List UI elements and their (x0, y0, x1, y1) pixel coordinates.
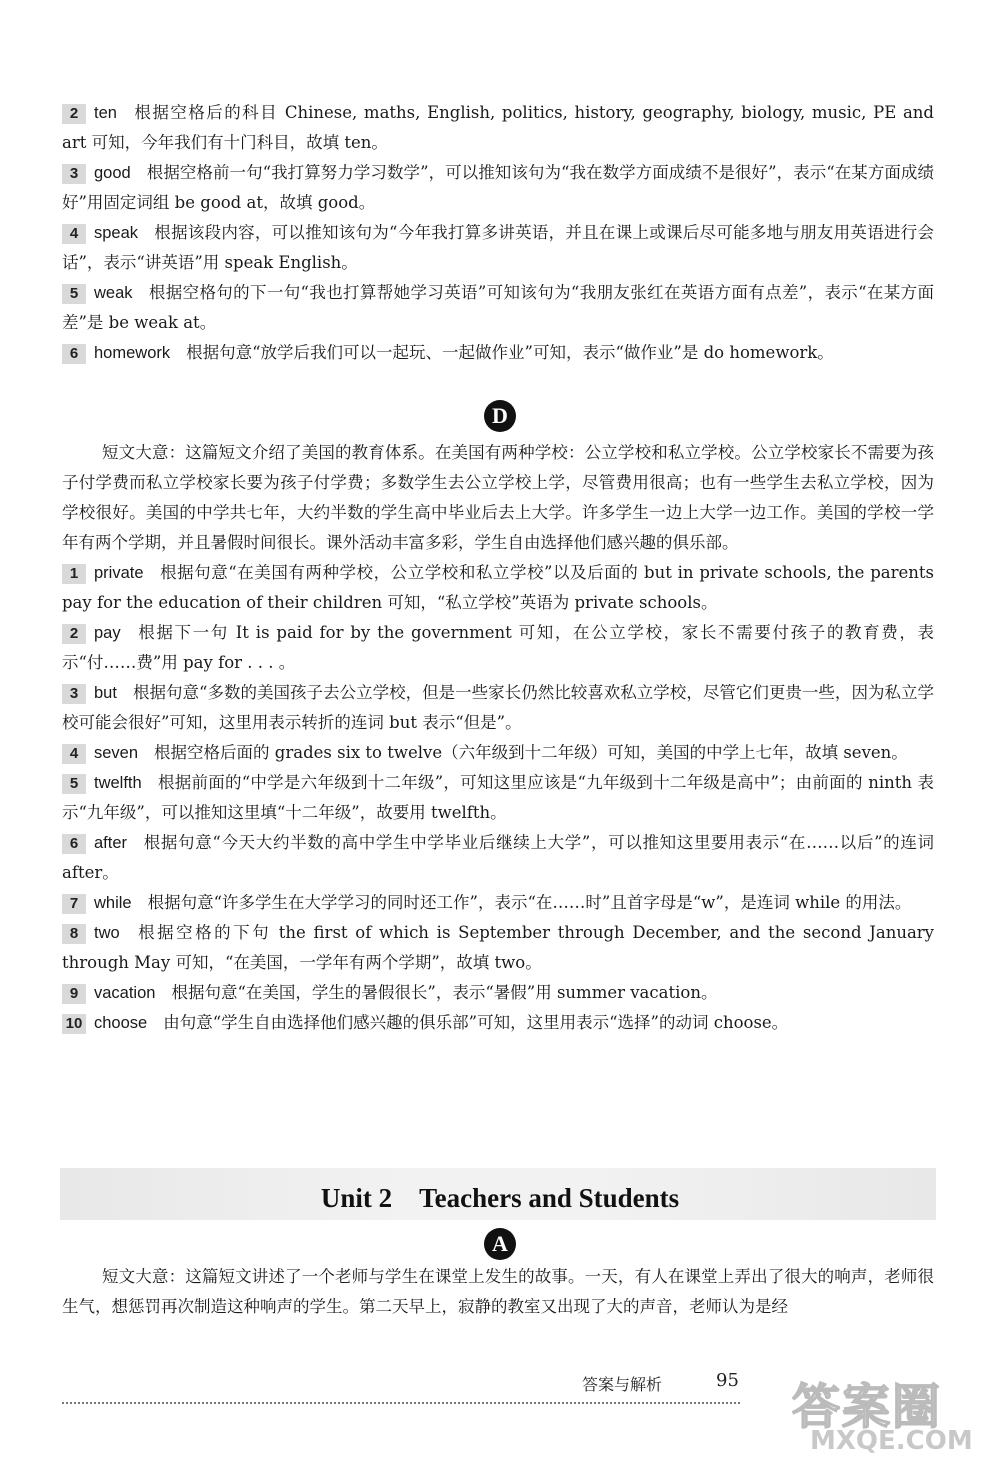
section-d-badge: D (484, 400, 516, 432)
answer-word: good (94, 164, 131, 182)
answer-item (62, 558, 934, 618)
watermark-url: MXQE.COM (810, 1426, 973, 1456)
item-number: 2 (62, 104, 86, 124)
item-number: 4 (62, 224, 86, 244)
item-number: 5 (62, 284, 86, 304)
answer-item (62, 828, 934, 888)
answer-word: seven (94, 744, 139, 762)
answer-item (62, 918, 934, 978)
explanation: 根据句意“多数的美国孩子去公立学校，但是一些家长仍然比较喜欢私立学校，尽管它们更贵一些，因为私立学校可能会很好”可知，这里用表示转折的连词 but 表示“但是”。 (62, 683, 934, 732)
item-number: 5 (62, 774, 86, 794)
explanation: 根据前面的“中学是六年级到十二年级”，可知这里应该是“九年级到十二年级是高中”；由前面的 ninth 表示“九年级”，可以推知这里填“十二年级”，故要用 twelfth。 (62, 773, 934, 822)
answer-word: homework (94, 344, 171, 362)
item-number: 3 (62, 164, 86, 184)
explanation: 根据空格后面的 grades six to twelve（六年级到十二年级）可知，美国的中学上七年，故填 seven。 (154, 743, 908, 762)
unit-title: Unit 2 Teachers and Students (320, 1183, 680, 1213)
answer-item (62, 978, 934, 1008)
answer-word: pay (94, 624, 121, 642)
answer-item (62, 338, 934, 368)
item-number: 9 (62, 984, 86, 1004)
answer-word: after (94, 834, 128, 852)
answer-item (62, 278, 934, 338)
item-number: 4 (62, 744, 86, 764)
answer-item (62, 678, 934, 738)
answer-item (62, 1008, 934, 1038)
explanation: 由句意“学生自由选择他们感兴趣的俱乐部”可知，这里用表示“选择”的动词 choose。 (163, 1013, 789, 1032)
answer-word: vacation (94, 984, 156, 1002)
answer-item (62, 98, 934, 158)
explanation: 根据句意“今天大约半数的高中学生中学毕业后继续上大学”，可以推知这里要用表示“在……以后”的连词 after。 (62, 833, 934, 882)
footer-label: 答案与解析 (582, 1375, 663, 1394)
page-number: 95 (716, 1370, 739, 1391)
explanation: 根据空格句的下一句“我也打算帮她学习英语”可知该句为“我朋友张红在英语方面有点差”，表示“在某方面差”是 be weak at。 (62, 283, 934, 332)
answer-word: ten (94, 104, 117, 122)
item-number: 1 (62, 564, 86, 584)
item-number: 10 (62, 1014, 86, 1034)
answer-word: two (94, 924, 120, 942)
explanation: 根据空格前一句“我打算努力学习数学”，可以推知该句为“我在数学方面成绩不是很好”，表示“在某方面成绩好”用固定词组 be good at，故填 good。 (62, 163, 934, 212)
explanation: 根据空格的下句 the first of which is September through December, and the second January through May 可知，“在美国，一学年有两个学期”，故填 two。 (62, 923, 934, 972)
explanation: 根据句意“放学后我们可以一起玩、一起做作业”可知，表示“做作业”是 do homework。 (186, 343, 834, 362)
item-number: 7 (62, 894, 86, 914)
answer-word: choose (94, 1014, 148, 1032)
section-c-answers (62, 98, 934, 368)
answer-word: private (94, 564, 144, 582)
answer-word: but (94, 684, 117, 702)
answer-item (62, 618, 934, 678)
footer-dotted-rule (62, 1402, 740, 1404)
item-number: 3 (62, 684, 86, 704)
explanation: 根据下一句 It is paid for by the government 可知，在公立学校，家长不需要付孩子的教育费，表示“付……费”用 pay for . . . 。 (62, 623, 934, 672)
section-d-summary: 短文大意：这篇短文介绍了美国的教育体系。在美国有两种学校：公立学校和私立学校。公立学校家长不需要为孩子付学费而私立学校家长要为孩子付学费；多数学生去公立学校上学，尽管费用很高；也有一些学生去私立学校，因为学校很好。美国的中学共七年，大约半数的学生高中毕业后去上大学。许多学生一边上大学一边工作。美国的学校一学年有两个学期，并且暑假时间很长。课外活动丰富多彩，学生自由选择他们感兴趣的俱乐部。 (62, 443, 934, 552)
answer-item (62, 738, 934, 768)
item-number: 2 (62, 624, 86, 644)
explanation: 根据句意“在美国有两种学校，公立学校和私立学校”以及后面的 but in private schools, the parents pay for the education of their children 可知，“私立学校”英语为 private schools。 (62, 563, 934, 612)
item-number: 8 (62, 924, 86, 944)
section-a (62, 1262, 934, 1322)
item-number: 6 (62, 344, 86, 364)
answer-word: while (94, 894, 132, 912)
explanation: 根据句意“许多学生在大学学习的同时还工作”，表示“在……时”且首字母是“w”，是连词 while 的用法。 (147, 893, 912, 912)
explanation: 根据该段内容，可以推知该句为“今年我打算多讲英语，并且在课上或课后尽可能多地与朋友用英语进行会话”，表示“讲英语”用 speak English。 (62, 223, 934, 272)
explanation: 根据空格后的科目 Chinese, maths, English, politics, history, geography, biology, music, PE and art 可知，今年我们有十门科目，故填 ten。 (62, 103, 934, 152)
answer-word: speak (94, 224, 139, 242)
answer-item (62, 768, 934, 828)
answer-item (62, 218, 934, 278)
answer-item (62, 158, 934, 218)
answer-word: twelfth (94, 774, 142, 792)
explanation: 根据句意“在美国，学生的暑假很长”，表示“暑假”用 summer vacation。 (171, 983, 718, 1002)
watermark-logo: 答案圈 (792, 1379, 943, 1435)
section-a-summary: 短文大意：这篇短文讲述了一个老师与学生在课堂上发生的故事。一天，有人在课堂上弄出了很大的响声，老师很生气，想惩罚再次制造这种响声的学生。第二天早上，寂静的教室又出现了大的声音，老师认为是经 (62, 1267, 934, 1316)
answer-word: weak (94, 284, 133, 302)
item-number: 6 (62, 834, 86, 854)
section-a-badge: A (484, 1228, 516, 1260)
section-d (62, 438, 934, 1038)
answer-item (62, 888, 934, 918)
